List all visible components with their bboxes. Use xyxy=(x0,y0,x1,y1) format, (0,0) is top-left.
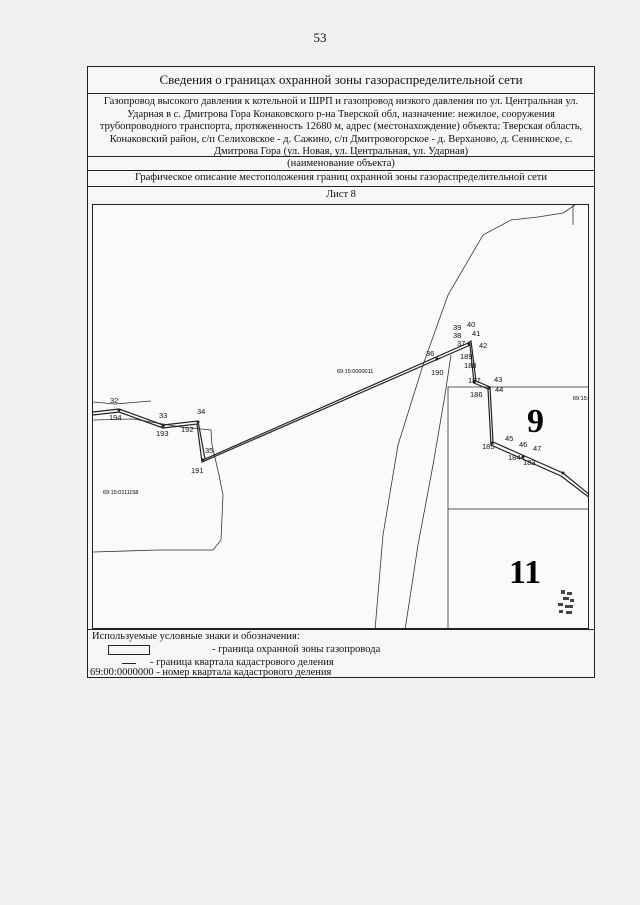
legend-title: Используемые условные знаки и обозначения: xyxy=(92,631,300,642)
point-label-193: 193 xyxy=(156,429,169,438)
adjacent-sheet-9: 9 xyxy=(527,403,544,440)
point-labels xyxy=(109,320,541,475)
point-label-187: 187 xyxy=(468,376,481,385)
point-label-33: 33 xyxy=(159,411,168,420)
map-drawing xyxy=(93,205,589,629)
point-label-192: 192 xyxy=(181,425,194,434)
point-label-186: 186 xyxy=(470,390,483,399)
point-label-194: 194 xyxy=(109,413,122,422)
block-number-text: 69:00:0000000 - номер квартала кадастрового деления xyxy=(90,667,332,678)
object-description: Газопровод высокого давления к котельной и ШРП и газопровод низкого давления по ул. Центральная ул. Ударная в с. Дмитрова Гора Конаковского р-на Тверской обл, назначение: нежилое, сооружения трубопроводного транспорта, протяженность 12680 м, адрес (местонахождение) объекта: Тверская область, Конаковский район, с/п Селиховское - д. Сажино, с/п Дмитровогорское - д. Верханово, д. Сенинское, с. Дмитрова Гора (ул. Новая, ул. Центральная, ул. Ударная) xyxy=(88,94,594,157)
point-label-184: 184 xyxy=(508,453,521,462)
point-label-35: 35 xyxy=(205,446,214,455)
boundary-points xyxy=(118,343,565,475)
zone-boundary-text: - граница охранной зоны газопровода xyxy=(212,644,381,655)
point-label-44: 44 xyxy=(495,385,504,394)
boundary-map xyxy=(92,204,589,629)
legend xyxy=(88,629,594,679)
point-label-36: 36 xyxy=(426,349,435,358)
point-label-46: 46 xyxy=(519,440,528,449)
zone-boundary-symbol xyxy=(108,645,150,655)
zone-info-sheet xyxy=(87,66,595,678)
block-boundary-left-parcel xyxy=(93,419,223,552)
stamp-mark xyxy=(558,590,574,614)
point-label-183: 183 xyxy=(523,458,536,467)
block-boundary-left-strip xyxy=(93,401,151,404)
point-label-34: 34 xyxy=(197,407,206,416)
point-label-47: 47 xyxy=(533,444,542,453)
point-label-42: 42 xyxy=(479,341,488,350)
adjacent-sheet-11: 11 xyxy=(509,554,542,591)
point-label-39: 39 xyxy=(453,323,462,332)
point-label-38: 38 xyxy=(453,331,462,340)
point-label-43: 43 xyxy=(494,375,503,384)
block-boundary-text: - граница квартала кадастрового деления xyxy=(150,657,334,668)
block-number-center: 69:15:0000011 xyxy=(337,369,374,375)
block-boundary-symbol xyxy=(122,663,136,664)
point-label-45: 45 xyxy=(505,434,514,443)
point-label-185: 185 xyxy=(482,442,495,451)
point-label-37: 37 xyxy=(457,339,466,348)
block-number-right: 69:15: xyxy=(573,396,589,402)
page-number: 53 xyxy=(313,30,327,45)
point-label-190: 190 xyxy=(431,368,444,377)
point-label-188: 188 xyxy=(464,361,477,370)
block-number-left: 69:15:0111158 xyxy=(103,490,139,496)
point-label-191: 191 xyxy=(191,466,204,475)
sheet-title: Сведения о границах охранной зоны газораспределительной сети xyxy=(88,67,594,94)
block-boundary-road-west xyxy=(375,205,575,629)
point-label-41: 41 xyxy=(472,329,481,338)
graphic-description-heading: Графическое описание местоположения границ охранной зоны газораспределительной сети xyxy=(88,171,594,187)
object-caption: (наименование объекта) xyxy=(88,157,594,171)
sheet-label: Лист 8 xyxy=(326,189,356,200)
point-label-189: 189 xyxy=(460,352,473,361)
block-boundary-road-east xyxy=(405,355,451,629)
point-label-40: 40 xyxy=(467,320,476,329)
protection-zone-boundary xyxy=(93,341,589,498)
point-label-32: 32 xyxy=(110,396,119,405)
